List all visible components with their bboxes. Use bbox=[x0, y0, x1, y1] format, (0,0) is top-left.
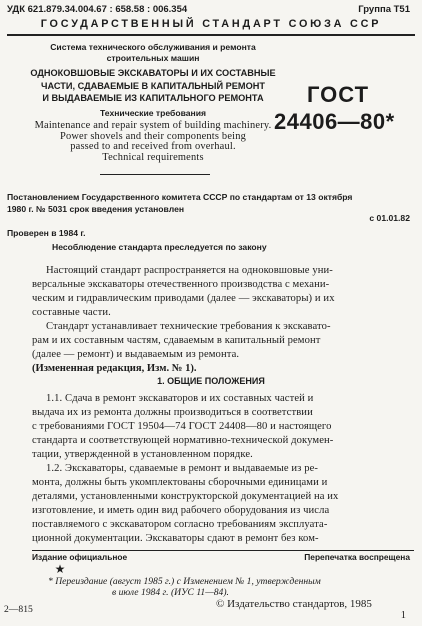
header-rule bbox=[7, 34, 415, 36]
decree-text: Постановлением Государственного комитета СССР по стандартам от 13 октября 1980 г. № 5031 срок введения установлен bbox=[7, 192, 353, 214]
official-edition: Издание официальное bbox=[32, 552, 128, 562]
section-title: 1. ОБЩИЕ ПОЛОЖЕНИЯ bbox=[157, 376, 265, 386]
footer-rule bbox=[32, 550, 414, 551]
document-title: ОДНОКОВШОВЫЕ ЭКСКАВАТОРЫ И ИХ СОСТАВНЫЕ ЧАСТИ, СДАВАЕМЫЕ В КАПИТАЛЬНЫЙ РЕМОНТ И ВЫДАВАЕМЫЕ ИЗ КАПИТАЛЬНОГО РЕМОНТА bbox=[30, 68, 276, 103]
effective-date: с 01.01.82 bbox=[369, 213, 410, 223]
checked-year: Проверен в 1984 г. bbox=[7, 228, 86, 238]
document-subtitle: Технические требования bbox=[99, 108, 207, 118]
english-title-underline bbox=[100, 174, 210, 175]
page-number: 1 bbox=[400, 610, 406, 621]
copyright: © Издательство стандартов, 1985 bbox=[216, 598, 372, 610]
system-name: Система технического обслуживания и ремонта строительных машин bbox=[50, 42, 256, 63]
star-icon: ★ bbox=[54, 562, 66, 576]
standard-title: ГОСУДАРСТВЕННЫЙ СТАНДАРТ СОЮЗА ССР bbox=[40, 18, 382, 30]
gost-label: ГОСТ bbox=[307, 82, 370, 107]
no-reprint-notice: Перепечатка воспрещена bbox=[304, 552, 410, 562]
udk-code: УДК 621.879.34.004.67 : 658.58 : 006.354 bbox=[7, 4, 188, 15]
english-title: Maintenance and repair system of building machinery. Power shovels and their components being passed to and received from overhaul. Technical requirements bbox=[34, 120, 272, 163]
gost-number: 24406—80* bbox=[274, 109, 395, 134]
legal-warning: Несоблюдение стандарта преследуется по закону bbox=[52, 242, 267, 252]
page-code: 2—815 bbox=[4, 604, 33, 615]
group-code: Группа Т51 bbox=[358, 4, 410, 15]
revision-note: (Измененная редакция, Изм. № 1). bbox=[32, 363, 197, 374]
reissue-note: * Переиздание (август 1985 г.) с Изменением № 1, утвержденным в июле 1984 г. (ИУС 11—84). bbox=[48, 576, 321, 598]
